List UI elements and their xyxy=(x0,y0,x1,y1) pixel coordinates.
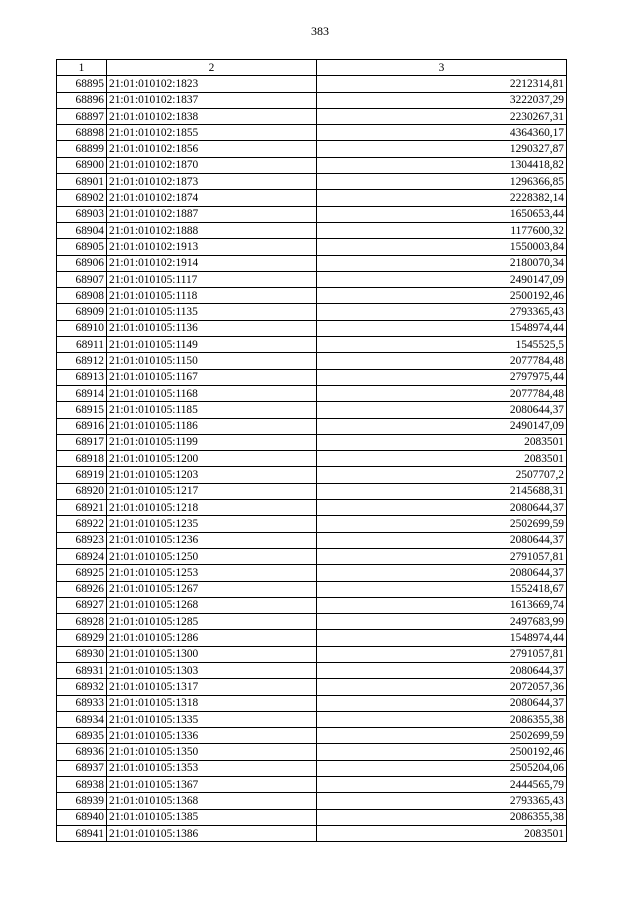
cadastral-number-cell: 21:01:010105:1118 xyxy=(107,288,317,304)
row-number-cell: 68923 xyxy=(57,532,107,548)
row-number-cell: 68908 xyxy=(57,288,107,304)
table-row xyxy=(57,125,567,141)
column-header-2: 2 xyxy=(107,60,317,76)
cadastral-value-cell: 2500192,46 xyxy=(317,744,567,760)
row-number-cell: 68895 xyxy=(57,76,107,92)
table-row xyxy=(57,271,567,287)
cadastral-number-cell: 21:01:010105:1136 xyxy=(107,320,317,336)
cadastral-value-cell: 2497683,99 xyxy=(317,614,567,630)
cadastral-value-cell: 2086355,38 xyxy=(317,711,567,727)
cadastral-value-cell: 2507707,2 xyxy=(317,467,567,483)
row-number-cell: 68926 xyxy=(57,581,107,597)
table-row xyxy=(57,565,567,581)
cadastral-value-cell: 1177600,32 xyxy=(317,222,567,238)
table-row xyxy=(57,614,567,630)
table-row xyxy=(57,206,567,222)
row-number-cell: 68898 xyxy=(57,125,107,141)
row-number-cell: 68914 xyxy=(57,385,107,401)
row-number-cell: 68919 xyxy=(57,467,107,483)
cadastral-number-cell: 21:01:010105:1135 xyxy=(107,304,317,320)
row-number-cell: 68936 xyxy=(57,744,107,760)
cadastral-number-cell: 21:01:010105:1386 xyxy=(107,825,317,841)
cadastral-value-cell: 2228382,14 xyxy=(317,190,567,206)
cadastral-value-cell: 2793365,43 xyxy=(317,304,567,320)
cadastral-value-table xyxy=(56,59,567,842)
table-row xyxy=(57,255,567,271)
cadastral-number-cell: 21:01:010105:1199 xyxy=(107,434,317,450)
row-number-cell: 68941 xyxy=(57,825,107,841)
row-number-cell: 68933 xyxy=(57,695,107,711)
row-number-cell: 68907 xyxy=(57,271,107,287)
cadastral-number-cell: 21:01:010105:1367 xyxy=(107,777,317,793)
row-number-cell: 68931 xyxy=(57,662,107,678)
table-row xyxy=(57,434,567,450)
cadastral-number-cell: 21:01:010105:1236 xyxy=(107,532,317,548)
cadastral-value-cell: 2083501 xyxy=(317,434,567,450)
table-row xyxy=(57,418,567,434)
row-number-cell: 68905 xyxy=(57,239,107,255)
cadastral-number-cell: 21:01:010105:1117 xyxy=(107,271,317,287)
cadastral-number-cell: 21:01:010102:1823 xyxy=(107,76,317,92)
cadastral-value-cell: 2791057,81 xyxy=(317,548,567,564)
cadastral-number-cell: 21:01:010105:1318 xyxy=(107,695,317,711)
cadastral-value-cell: 2444565,79 xyxy=(317,777,567,793)
cadastral-number-cell: 21:01:010105:1149 xyxy=(107,337,317,353)
cadastral-number-cell: 21:01:010105:1150 xyxy=(107,353,317,369)
table-row xyxy=(57,141,567,157)
cadastral-value-cell: 2080644,37 xyxy=(317,662,567,678)
row-number-cell: 68897 xyxy=(57,108,107,124)
table-row xyxy=(57,809,567,825)
cadastral-value-cell: 2791057,81 xyxy=(317,646,567,662)
table-row xyxy=(57,108,567,124)
cadastral-number-cell: 21:01:010105:1303 xyxy=(107,662,317,678)
row-number-cell: 68920 xyxy=(57,483,107,499)
cadastral-number-cell: 21:01:010105:1336 xyxy=(107,728,317,744)
table-row xyxy=(57,679,567,695)
table-row xyxy=(57,825,567,841)
cadastral-value-cell: 2490147,09 xyxy=(317,418,567,434)
table-row xyxy=(57,532,567,548)
cadastral-value-cell: 2083501 xyxy=(317,451,567,467)
table-row xyxy=(57,646,567,662)
table-row xyxy=(57,744,567,760)
cadastral-value-cell: 2505204,06 xyxy=(317,760,567,776)
cadastral-number-cell: 21:01:010105:1317 xyxy=(107,679,317,695)
table-row xyxy=(57,695,567,711)
table-row xyxy=(57,581,567,597)
cadastral-number-cell: 21:01:010105:1235 xyxy=(107,516,317,532)
cadastral-value-cell: 2080644,37 xyxy=(317,402,567,418)
row-number-cell: 68917 xyxy=(57,434,107,450)
table-row xyxy=(57,320,567,336)
row-number-cell: 68925 xyxy=(57,565,107,581)
row-number-cell: 68922 xyxy=(57,516,107,532)
cadastral-value-cell: 2145688,31 xyxy=(317,483,567,499)
table-row xyxy=(57,76,567,92)
table-row xyxy=(57,385,567,401)
cadastral-number-cell: 21:01:010105:1217 xyxy=(107,483,317,499)
cadastral-number-cell: 21:01:010102:1855 xyxy=(107,125,317,141)
table-row xyxy=(57,369,567,385)
table-row xyxy=(57,793,567,809)
table-row xyxy=(57,402,567,418)
cadastral-value-cell: 2083501 xyxy=(317,825,567,841)
cadastral-number-cell: 21:01:010102:1873 xyxy=(107,174,317,190)
cadastral-number-cell: 21:01:010105:1186 xyxy=(107,418,317,434)
table-row xyxy=(57,92,567,108)
row-number-cell: 68918 xyxy=(57,451,107,467)
row-number-cell: 68900 xyxy=(57,157,107,173)
row-number-cell: 68935 xyxy=(57,728,107,744)
row-number-cell: 68939 xyxy=(57,793,107,809)
cadastral-value-cell: 2077784,48 xyxy=(317,353,567,369)
cadastral-number-cell: 21:01:010105:1286 xyxy=(107,630,317,646)
cadastral-number-cell: 21:01:010105:1218 xyxy=(107,500,317,516)
table-header-row xyxy=(57,60,567,76)
cadastral-value-cell: 1545525,5 xyxy=(317,337,567,353)
cadastral-value-cell: 1290327,87 xyxy=(317,141,567,157)
cadastral-number-cell: 21:01:010105:1385 xyxy=(107,809,317,825)
row-number-cell: 68912 xyxy=(57,353,107,369)
row-number-cell: 68921 xyxy=(57,500,107,516)
cadastral-number-cell: 21:01:010102:1874 xyxy=(107,190,317,206)
table-row xyxy=(57,337,567,353)
table-row xyxy=(57,483,567,499)
cadastral-number-cell: 21:01:010105:1368 xyxy=(107,793,317,809)
cadastral-value-cell: 1548974,44 xyxy=(317,630,567,646)
cadastral-value-cell: 2180070,34 xyxy=(317,255,567,271)
cadastral-number-cell: 21:01:010102:1838 xyxy=(107,108,317,124)
table-row xyxy=(57,760,567,776)
row-number-cell: 68915 xyxy=(57,402,107,418)
row-number-cell: 68899 xyxy=(57,141,107,157)
row-number-cell: 68940 xyxy=(57,809,107,825)
cadastral-number-cell: 21:01:010102:1837 xyxy=(107,92,317,108)
row-number-cell: 68924 xyxy=(57,548,107,564)
cadastral-value-cell: 2502699,59 xyxy=(317,728,567,744)
cadastral-value-cell: 3222037,29 xyxy=(317,92,567,108)
row-number-cell: 68902 xyxy=(57,190,107,206)
table-row xyxy=(57,353,567,369)
cadastral-number-cell: 21:01:010105:1168 xyxy=(107,385,317,401)
cadastral-number-cell: 21:01:010105:1268 xyxy=(107,597,317,613)
cadastral-number-cell: 21:01:010105:1300 xyxy=(107,646,317,662)
row-number-cell: 68938 xyxy=(57,777,107,793)
table-row xyxy=(57,516,567,532)
cadastral-value-cell: 1650653,44 xyxy=(317,206,567,222)
row-number-cell: 68906 xyxy=(57,255,107,271)
table-row xyxy=(57,304,567,320)
cadastral-number-cell: 21:01:010105:1267 xyxy=(107,581,317,597)
cadastral-value-cell: 2212314,81 xyxy=(317,76,567,92)
row-number-cell: 68928 xyxy=(57,614,107,630)
cadastral-number-cell: 21:01:010105:1200 xyxy=(107,451,317,467)
cadastral-value-cell: 2230267,31 xyxy=(317,108,567,124)
row-number-cell: 68913 xyxy=(57,369,107,385)
table-row xyxy=(57,777,567,793)
column-header-3: 3 xyxy=(317,60,567,76)
cadastral-number-cell: 21:01:010105:1185 xyxy=(107,402,317,418)
row-number-cell: 68901 xyxy=(57,174,107,190)
row-number-cell: 68911 xyxy=(57,337,107,353)
cadastral-number-cell: 21:01:010102:1870 xyxy=(107,157,317,173)
cadastral-value-cell: 2500192,46 xyxy=(317,288,567,304)
cadastral-value-cell: 1548974,44 xyxy=(317,320,567,336)
row-number-cell: 68910 xyxy=(57,320,107,336)
column-header-1: 1 xyxy=(57,60,107,76)
row-number-cell: 68896 xyxy=(57,92,107,108)
table-row xyxy=(57,239,567,255)
table-row xyxy=(57,174,567,190)
row-number-cell: 68930 xyxy=(57,646,107,662)
row-number-cell: 68904 xyxy=(57,222,107,238)
cadastral-value-cell: 2080644,37 xyxy=(317,695,567,711)
cadastral-number-cell: 21:01:010105:1350 xyxy=(107,744,317,760)
cadastral-value-cell: 2080644,37 xyxy=(317,500,567,516)
row-number-cell: 68934 xyxy=(57,711,107,727)
page-number: 383 xyxy=(311,24,329,38)
row-number-cell: 68903 xyxy=(57,206,107,222)
table-row xyxy=(57,728,567,744)
table-row xyxy=(57,500,567,516)
table-row xyxy=(57,222,567,238)
cadastral-number-cell: 21:01:010105:1353 xyxy=(107,760,317,776)
cadastral-value-cell: 2080644,37 xyxy=(317,565,567,581)
cadastral-value-cell: 1552418,67 xyxy=(317,581,567,597)
cadastral-value-cell: 2080644,37 xyxy=(317,532,567,548)
table-row xyxy=(57,157,567,173)
cadastral-value-cell: 2072057,36 xyxy=(317,679,567,695)
table-row xyxy=(57,548,567,564)
cadastral-value-cell: 2502699,59 xyxy=(317,516,567,532)
cadastral-number-cell: 21:01:010102:1914 xyxy=(107,255,317,271)
table-body xyxy=(57,76,567,842)
row-number-cell: 68909 xyxy=(57,304,107,320)
row-number-cell: 68929 xyxy=(57,630,107,646)
row-number-cell: 68937 xyxy=(57,760,107,776)
cadastral-number-cell: 21:01:010105:1335 xyxy=(107,711,317,727)
cadastral-value-cell: 1550003,84 xyxy=(317,239,567,255)
cadastral-value-cell: 2793365,43 xyxy=(317,793,567,809)
cadastral-number-cell: 21:01:010102:1888 xyxy=(107,222,317,238)
table-row xyxy=(57,451,567,467)
cadastral-number-cell: 21:01:010105:1203 xyxy=(107,467,317,483)
cadastral-number-cell: 21:01:010105:1285 xyxy=(107,614,317,630)
cadastral-value-cell: 1304418,82 xyxy=(317,157,567,173)
cadastral-value-cell: 1296366,85 xyxy=(317,174,567,190)
cadastral-value-cell: 2797975,44 xyxy=(317,369,567,385)
cadastral-number-cell: 21:01:010105:1167 xyxy=(107,369,317,385)
table-row xyxy=(57,630,567,646)
cadastral-number-cell: 21:01:010105:1253 xyxy=(107,565,317,581)
cadastral-value-cell: 1613669,74 xyxy=(317,597,567,613)
cadastral-number-cell: 21:01:010102:1913 xyxy=(107,239,317,255)
row-number-cell: 68927 xyxy=(57,597,107,613)
table-row xyxy=(57,662,567,678)
cadastral-value-cell: 2490147,09 xyxy=(317,271,567,287)
cadastral-value-cell: 4364360,17 xyxy=(317,125,567,141)
row-number-cell: 68916 xyxy=(57,418,107,434)
table-row xyxy=(57,467,567,483)
cadastral-number-cell: 21:01:010102:1856 xyxy=(107,141,317,157)
cadastral-value-cell: 2086355,38 xyxy=(317,809,567,825)
table-row xyxy=(57,190,567,206)
table-header xyxy=(57,60,567,76)
cadastral-number-cell: 21:01:010105:1250 xyxy=(107,548,317,564)
table-row xyxy=(57,711,567,727)
cadastral-value-cell: 2077784,48 xyxy=(317,385,567,401)
cadastral-number-cell: 21:01:010102:1887 xyxy=(107,206,317,222)
table-row xyxy=(57,597,567,613)
table-row xyxy=(57,288,567,304)
row-number-cell: 68932 xyxy=(57,679,107,695)
